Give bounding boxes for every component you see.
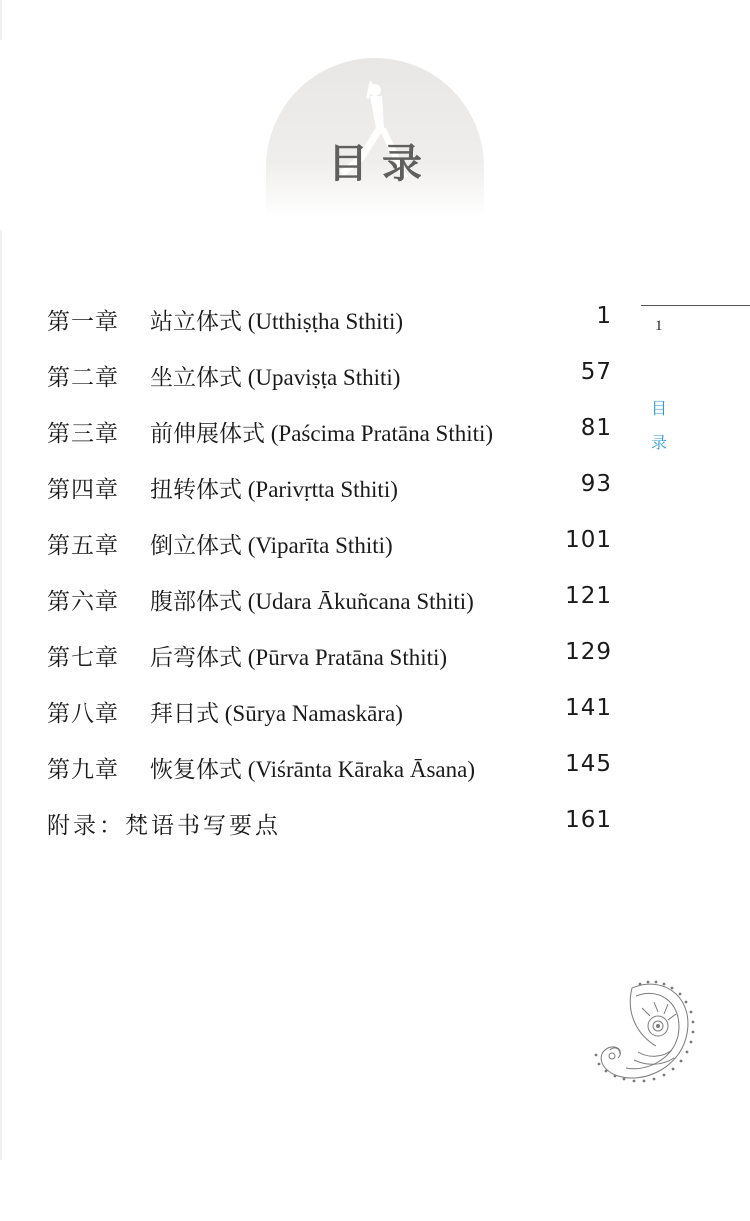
page-title: 目录 — [328, 141, 436, 187]
toc-entry[interactable] — [47, 407, 612, 463]
toc-page-number: 121 — [565, 583, 612, 609]
toc-entry[interactable] — [47, 743, 612, 799]
toc-chapter-title: 扭转体式 (Parivṛtta Sthiti) — [150, 477, 398, 502]
side-divider — [641, 305, 750, 306]
side-label-char: 录 — [651, 433, 668, 452]
table-of-contents — [47, 295, 612, 855]
toc-chapter-number: 第五章 — [47, 533, 119, 558]
toc-page-number: 161 — [565, 807, 612, 833]
top-edge-rule — [0, 0, 2, 40]
toc-page-number: 57 — [580, 359, 612, 385]
toc-chapter-title: 坐立体式 (Upaviṣṭa Sthiti) — [150, 365, 401, 390]
toc-appendix-entry[interactable] — [47, 799, 612, 855]
toc-appendix-title: 附录：梵语书写要点 — [47, 813, 281, 838]
toc-chapter-title: 倒立体式 (Viparīta Sthiti) — [150, 533, 393, 558]
toc-chapter-number: 第九章 — [47, 757, 119, 782]
toc-chapter-title: 恢复体式 (Viśrānta Kāraka Āsana) — [150, 757, 475, 782]
left-edge-rule — [0, 230, 2, 1160]
side-section-label — [651, 392, 669, 460]
paisley-ornament-icon — [588, 960, 698, 1090]
toc-page-number: 93 — [580, 471, 612, 497]
toc-entry[interactable] — [47, 575, 612, 631]
toc-page-number: 1 — [596, 303, 612, 329]
side-page-number: 1 — [655, 318, 663, 334]
toc-chapter-number: 第三章 — [47, 421, 119, 446]
toc-chapter-title: 站立体式 (Utthiṣṭha Sthiti) — [150, 309, 403, 334]
toc-chapter-title: 腹部体式 (Udara Ākuñcana Sthiti) — [150, 589, 474, 614]
toc-chapter-number: 第七章 — [47, 645, 119, 670]
toc-chapter-title: 后弯体式 (Pūrva Pratāna Sthiti) — [150, 645, 448, 670]
toc-page-number: 101 — [565, 527, 612, 553]
toc-entry[interactable] — [47, 295, 612, 351]
toc-entry[interactable] — [47, 519, 612, 575]
toc-chapter-number: 第一章 — [47, 309, 119, 334]
toc-chapter-title: 拜日式 (Sūrya Namaskāra) — [150, 701, 403, 726]
toc-page-number: 81 — [580, 415, 612, 441]
toc-entry[interactable] — [47, 463, 612, 519]
toc-entry[interactable] — [47, 351, 612, 407]
toc-page-number: 141 — [565, 695, 612, 721]
toc-entry[interactable] — [47, 687, 612, 743]
toc-chapter-number: 第二章 — [47, 365, 119, 390]
toc-chapter-number: 第八章 — [47, 701, 119, 726]
toc-page-number: 145 — [565, 751, 612, 777]
toc-chapter-title: 前伸展体式 (Paścima Pratāna Sthiti) — [150, 421, 494, 446]
toc-entry[interactable] — [47, 631, 612, 687]
toc-page-number: 129 — [565, 639, 612, 665]
toc-chapter-number: 第四章 — [47, 477, 119, 502]
side-label-char: 目 — [651, 399, 668, 418]
toc-chapter-number: 第六章 — [47, 589, 119, 614]
